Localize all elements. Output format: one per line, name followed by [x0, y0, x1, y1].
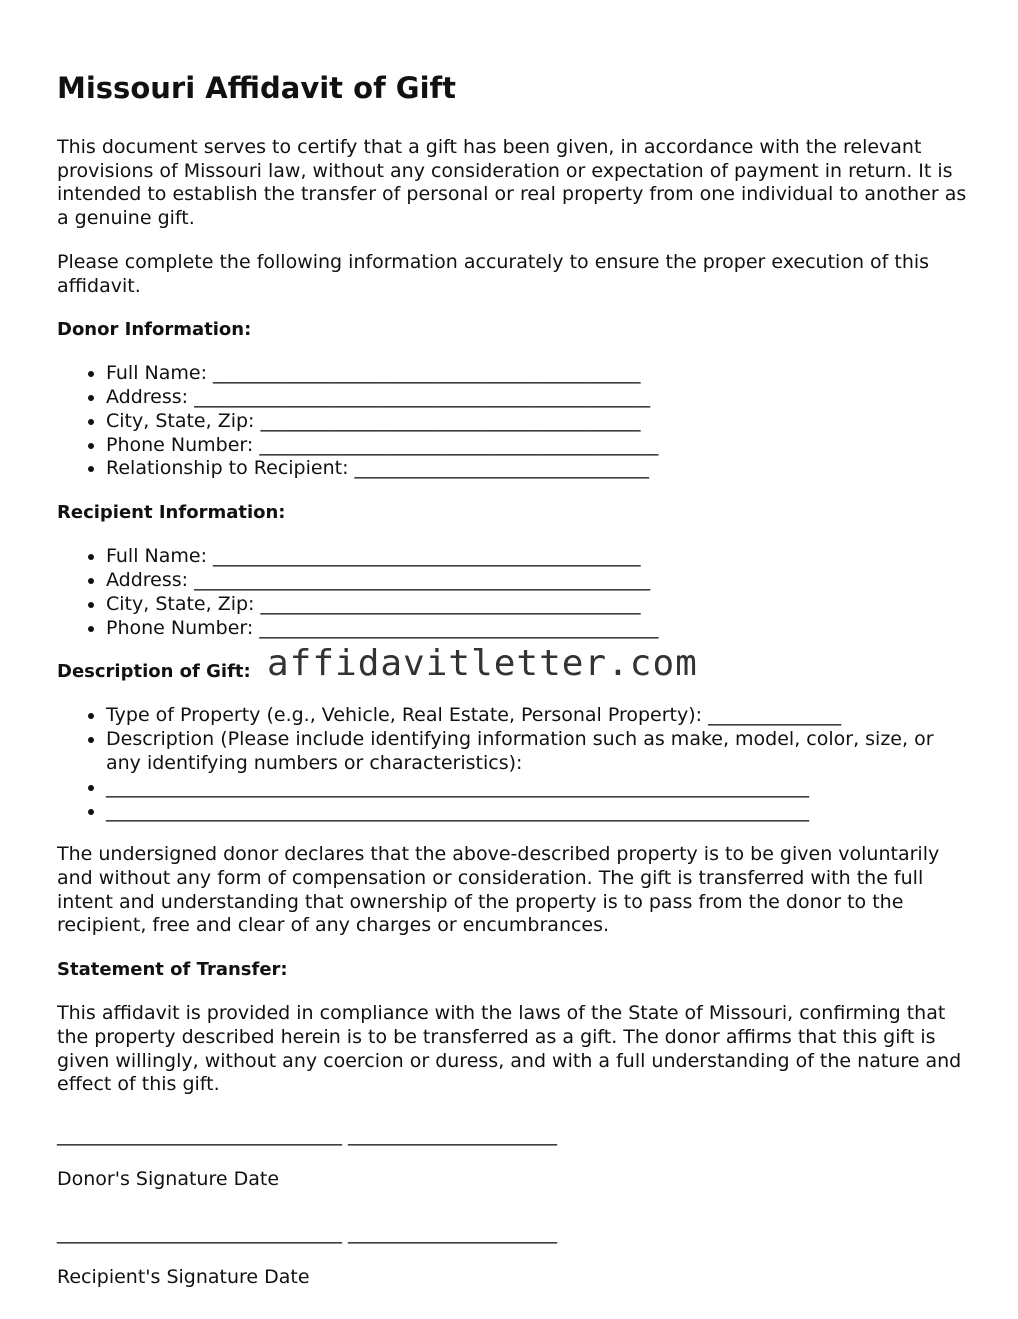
donor-full-name-field[interactable]: • Full Name: _____________________________________________ [106, 362, 967, 386]
recipient-phone-field[interactable]: • Phone Number: __________________________________________ [106, 617, 967, 641]
recipient-full-name-field[interactable]: • Full Name: _____________________________________________ [106, 545, 967, 569]
document-title: Missouri Affidavit of Gift [57, 71, 457, 105]
transfer-heading: Statement of Transfer: [57, 959, 288, 981]
donor-list [57, 362, 967, 481]
document-page [57, 68, 967, 1319]
recipient-list [57, 545, 967, 640]
donor-signature-label: Donor's Signature Date [57, 1168, 280, 1190]
recipient-address-field[interactable]: • Address: ________________________________________________ [106, 569, 967, 593]
recipient-signature-label: Recipient's Signature Date [57, 1266, 310, 1288]
gift-type-field[interactable]: • Type of Property (e.g., Vehicle, Real Estate, Personal Property): ______________ [106, 704, 967, 728]
intro-paragraph-1: This document serves to certify that a gift has been given, in accordance with the relevant provisions of Missouri law, without any consideration or expectation of payment in return. It is intended to establish the transfer of personal or real property from one individual to another as a genuine gift. [57, 136, 967, 230]
gift-description-line-2[interactable]: • __________________________________________________________________________ [106, 800, 967, 824]
donor-phone-field[interactable]: • Phone Number: __________________________________________ [106, 434, 967, 458]
recipient-signature-line[interactable]: ______________________________ ______________________ [57, 1222, 558, 1244]
gift-list [57, 704, 967, 823]
donor-address-field[interactable]: • Address: ________________________________________________ [106, 386, 967, 410]
watermark-text: affidavitletter.com [267, 643, 698, 684]
gift-description-line-1[interactable]: • __________________________________________________________________________ [106, 776, 967, 800]
recipient-heading: Recipient Information: [57, 502, 286, 524]
recipient-city-state-zip-field[interactable]: • City, State, Zip: ________________________________________ [106, 593, 967, 617]
donor-signature-line[interactable]: ______________________________ ______________________ [57, 1124, 558, 1146]
donor-relationship-field[interactable]: • Relationship to Recipient: _______________________________ [106, 457, 967, 481]
gift-description-label: • Description (Please include identifying information such as make, model, color, size, or any identifying numbers or characteristics): [106, 728, 967, 776]
intro-paragraph-2: Please complete the following information accurately to ensure the proper execution of this affidavit. [57, 250, 930, 297]
declaration-paragraph: The undersigned donor declares that the above-described property is to be given voluntarily and without any form of compensation or consideration. The gift is transferred with the full intent and understanding that ownership of the property is to pass from the donor to the recipient, free and clear of any charges or encumbrances. [57, 843, 940, 937]
gift-heading: Description of Gift: [57, 661, 251, 683]
donor-heading: Donor Information: [57, 319, 252, 341]
donor-city-state-zip-field[interactable]: • City, State, Zip: ________________________________________ [106, 410, 967, 434]
transfer-paragraph: This affidavit is provided in compliance with the laws of the State of Missouri, confirming that the property described herein is to be transferred as a gift. The donor affirms that this gift is given willingly, without any coercion or duress, and with a full understanding of the nature and effect of this gift. [57, 1002, 962, 1096]
